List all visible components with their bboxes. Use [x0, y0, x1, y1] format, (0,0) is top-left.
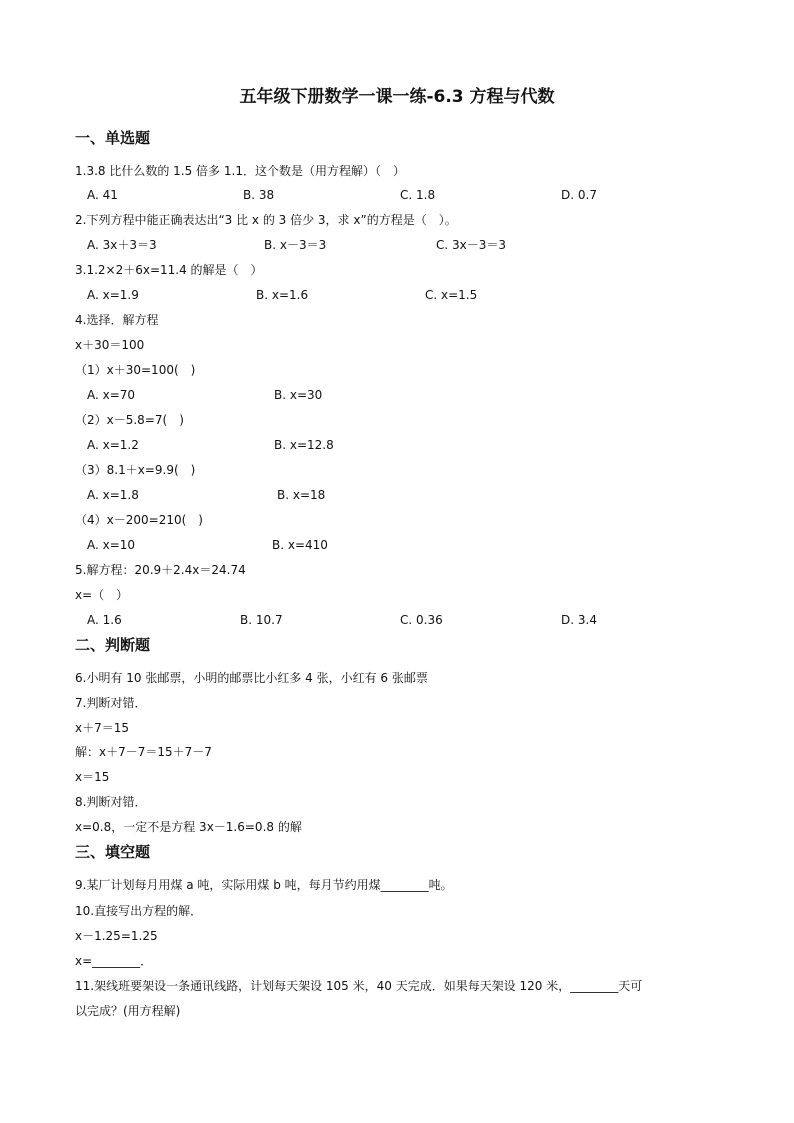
question-3-option-a[interactable]: A. x=1.9 [87, 288, 139, 302]
question-10-stem: 10.直接写出方程的解． [75, 904, 203, 918]
section-heading-single-choice: 一、单选题 [75, 129, 151, 147]
question-1-option-b[interactable]: B. 38 [243, 188, 275, 202]
question-4-part-4-option-b[interactable]: B. x=410 [272, 538, 328, 552]
question-5-stem: 5.解方程：20.9＋2.4x＝24.74 [75, 563, 246, 577]
question-4-equation: x＋30＝100 [75, 338, 145, 352]
question-2-option-a[interactable]: A. 3x＋3＝3 [87, 238, 157, 252]
question-4-stem: 4.选择．解方程 [75, 313, 159, 327]
page-title: 五年级下册数学一课一练-6.3 方程与代数 [239, 87, 555, 107]
question-3-option-b[interactable]: B. x=1.6 [256, 288, 309, 302]
question-2-option-c[interactable]: C. 3x－3＝3 [436, 238, 507, 252]
question-7-stem: 7.判断对错． [75, 696, 147, 710]
question-3-stem: 3.1.2×2＋6x=11.4 的解是（ ） [75, 263, 263, 277]
question-8-stem: 8.判断对错． [75, 795, 147, 809]
question-4-part-2: （2）x－5.8=7( ) [75, 413, 184, 427]
question-11-line-2: 以完成？(用方程解) [75, 1004, 181, 1018]
question-10-equation: x－1.25=1.25 [75, 929, 158, 943]
question-5-option-a[interactable]: A. 1.6 [87, 613, 122, 627]
question-5-answer-line: x=（ ） [75, 588, 129, 602]
question-2-option-b[interactable]: B. x－3＝3 [264, 238, 327, 252]
question-4-part-4-option-a[interactable]: A. x=10 [87, 538, 136, 552]
question-4-part-1: （1）x＋30=100( ) [75, 363, 196, 377]
question-4-part-2-option-a[interactable]: A. x=1.2 [87, 438, 139, 452]
question-11-line-1: 11.架线班要架设一条通讯线路，计划每天架设 105 米，40 天完成．如果每天架设 120 米，________天可 [75, 979, 643, 993]
question-4-part-1-option-a[interactable]: A. x=70 [87, 388, 136, 402]
question-5-option-c[interactable]: C. 0.36 [400, 613, 443, 627]
question-5-option-b[interactable]: B. 10.7 [240, 613, 283, 627]
question-10-answer-line: x=________． [75, 954, 153, 968]
question-1-option-c[interactable]: C. 1.8 [400, 188, 436, 202]
question-8-line-1: x=0.8，一定不是方程 3x－1.6=0.8 的解 [75, 820, 302, 834]
question-7-line-2: 解：x＋7－7＝15＋7－7 [75, 745, 212, 759]
question-7-line-1: x＋7＝15 [75, 721, 130, 735]
question-1-option-a[interactable]: A. 41 [87, 188, 118, 202]
section-heading-true-false: 二、判断题 [75, 636, 151, 654]
question-4-part-3-option-a[interactable]: A. x=1.8 [87, 488, 139, 502]
question-6-stem: 6.小明有 10 张邮票，小明的邮票比小红多 4 张，小红有 6 张邮票 [75, 671, 428, 685]
section-heading-fill-in: 三、填空题 [75, 843, 151, 861]
question-3-option-c[interactable]: C. x=1.5 [425, 288, 478, 302]
question-1-stem: 1.3.8 比什么数的 1.5 倍多 1.1．这个数是（用方程解）（ ） [75, 164, 405, 178]
question-1-option-d[interactable]: D. 0.7 [561, 188, 597, 202]
question-4-part-3-option-b[interactable]: B. x=18 [277, 488, 326, 502]
question-5-option-d[interactable]: D. 3.4 [561, 613, 597, 627]
question-4-part-3: （3）8.1＋x=9.9( ) [75, 463, 196, 477]
question-4-part-2-option-b[interactable]: B. x=12.8 [274, 438, 334, 452]
question-4-part-1-option-b[interactable]: B. x=30 [274, 388, 323, 402]
question-2-stem: 2.下列方程中能正确表达出“3 比 x 的 3 倍少 3，求 x”的方程是（ ）。 [75, 213, 457, 227]
question-9-stem: 9.某厂计划每月用煤 a 吨，实际用煤 b 吨，每月节约用煤________吨。 [75, 878, 453, 892]
question-4-part-4: （4）x－200=210( ) [75, 513, 203, 527]
question-7-line-3: x＝15 [75, 770, 110, 784]
